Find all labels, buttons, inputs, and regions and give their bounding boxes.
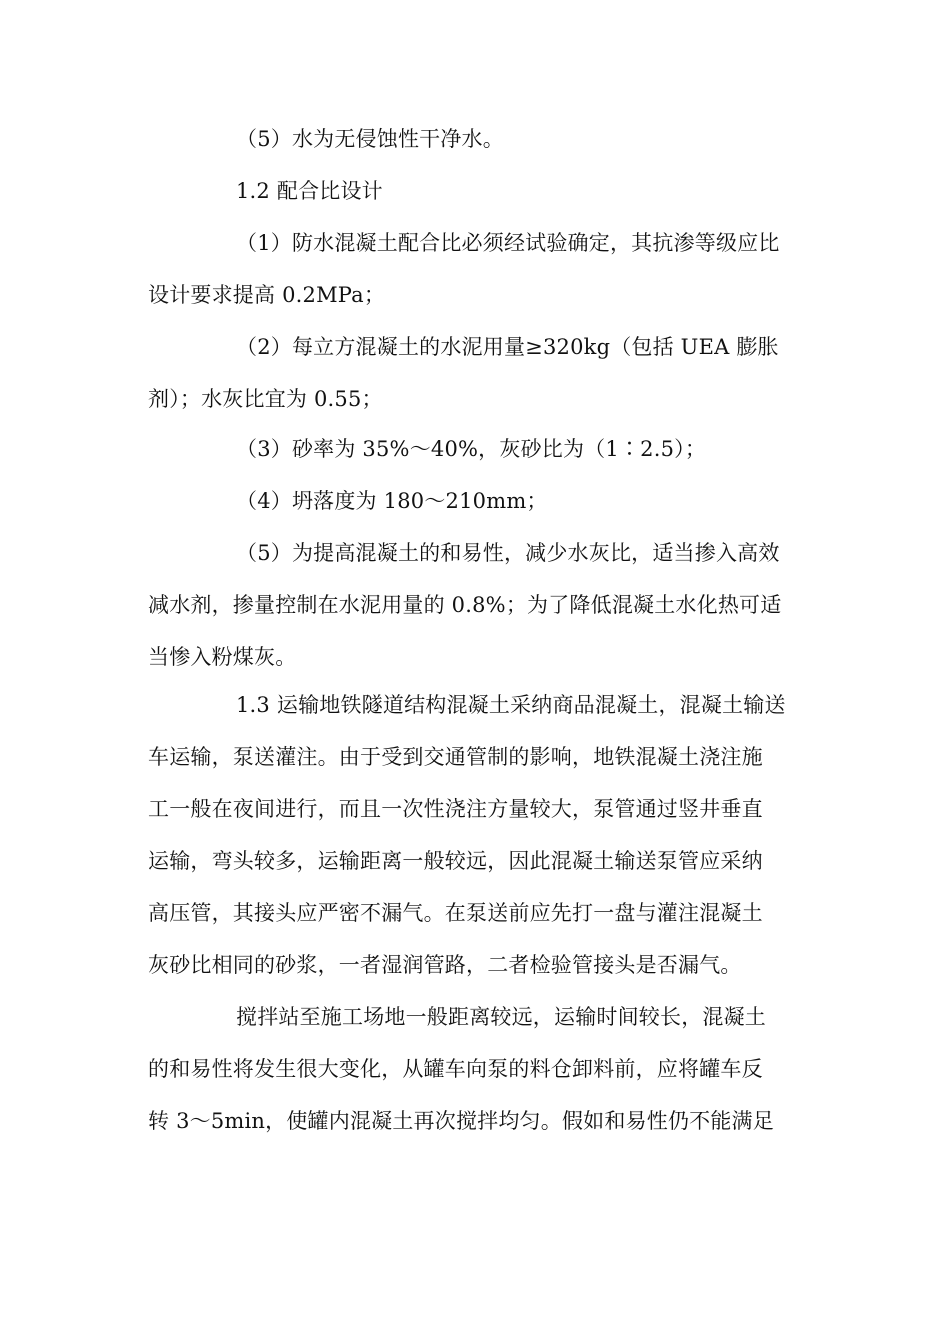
text-line: 的和易性将发生很大变化，从罐车向泵的料仓卸料前，应将罐车反	[148, 1057, 763, 1081]
text-line: （3）砂率为 35%～40%，灰砂比为（1∶2.5）；	[236, 437, 707, 461]
text-line: 工一般在夜间进行，而且一次性浇注方量较大，泵管通过竖井垂直	[148, 797, 763, 821]
text-line: （5）为提高混凝土的和易性，减少水灰比，适当掺入高效	[236, 541, 780, 565]
text-line: （4）坍落度为 180～210mm；	[236, 489, 548, 513]
text-line: 灰砂比相同的砂浆，一者湿润管路，二者检验管接头是否漏气。	[148, 953, 742, 977]
text-line: 高压管，其接头应严密不漏气。在泵送前应先打一盘与灌注混凝土	[148, 901, 763, 925]
section-heading: 1.3 运输地铁隧道结构混凝土采纳商品混凝土，混凝土输送	[236, 693, 786, 717]
text-line: 运输，弯头较多，运输距离一般较远，因此混凝土输送泵管应采纳	[148, 849, 763, 873]
text-line: 设计要求提高 0.2MPa；	[148, 283, 386, 307]
text-line: （1）防水混凝土配合比必须经试验确定，其抗渗等级应比	[236, 231, 780, 255]
text-line: 减水剂，掺量控制在水泥用量的 0.8%；为了降低混凝土水化热可适	[148, 593, 782, 617]
text-line: 转 3～5min，使罐内混凝土再次搅拌均匀。假如和易性仍不能满足	[148, 1109, 774, 1133]
text-line: （5）水为无侵蚀性干净水。	[236, 127, 504, 151]
text-line: 剂）；水灰比宜为 0.55；	[148, 387, 383, 411]
section-heading: 1.2 配合比设计	[236, 179, 383, 203]
text-line: （2）每立方混凝土的水泥用量≥320kg（包括 UEA 膨胀	[236, 335, 779, 359]
text-line: 当惨入粉煤灰。	[148, 645, 297, 669]
text-line: 搅拌站至施工场地一般距离较远，运输时间较长，混凝土	[236, 1005, 766, 1029]
text-line: 车运输，泵送灌注。由于受到交通管制的影响，地铁混凝土浇注施	[148, 745, 763, 769]
